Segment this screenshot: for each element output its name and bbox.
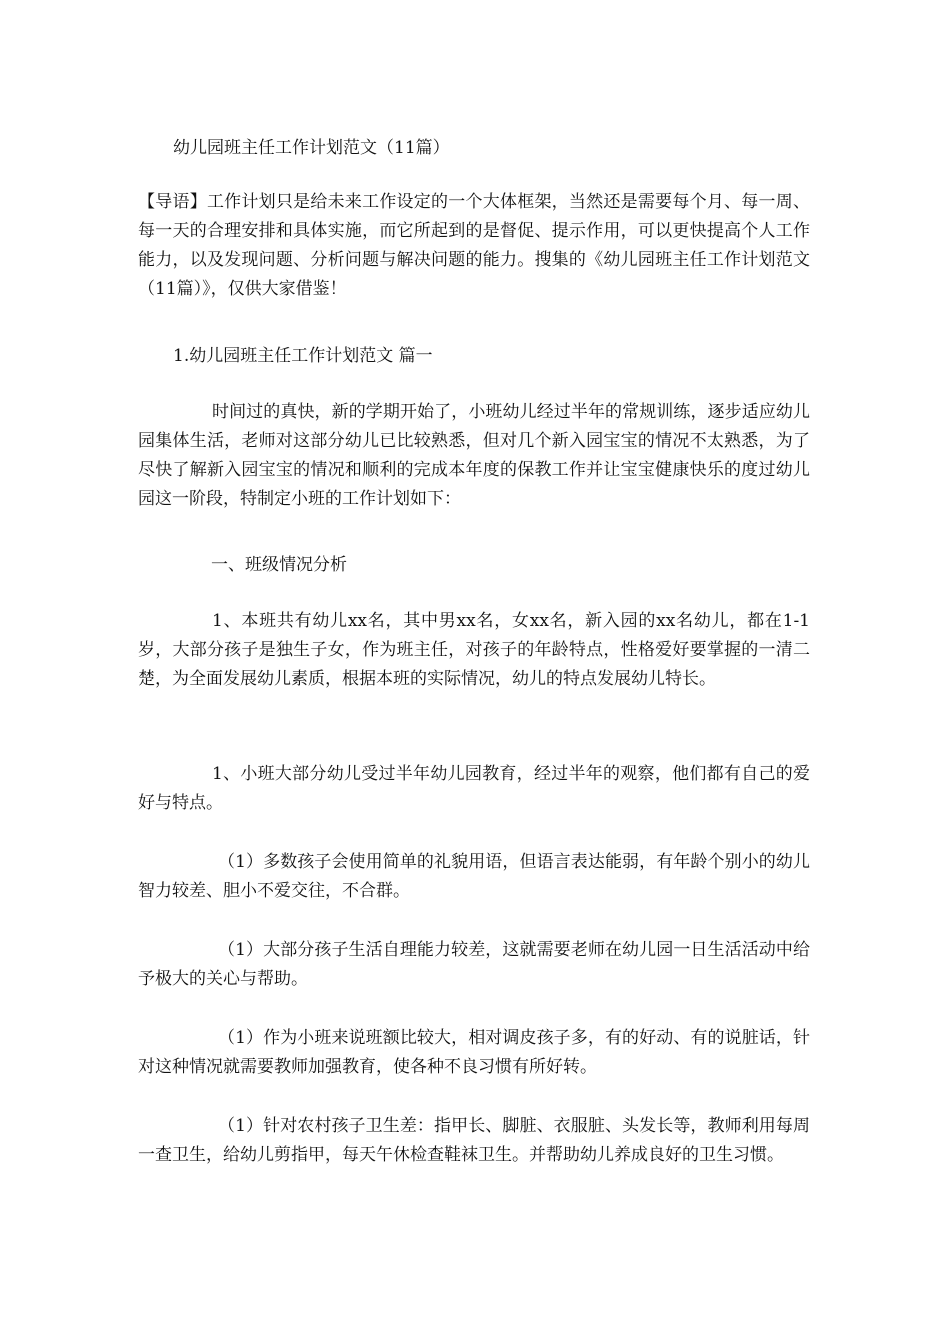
body-paragraph: 1、本班共有幼儿xx名，其中男xx名，女xx名，新入园的xx名幼儿，都在1-1岁，大部分孩子是独生子女，作为班主任，对孩子的年龄特点，性格爱好要掌握的一清二楚，为全面发展幼儿素质，根据本班的实际情况，幼儿的特点发展幼儿特长。: [138, 611, 810, 689]
section-heading: 1.幼儿园班主任工作计划范文 篇一: [173, 346, 433, 366]
body-paragraph: 1、小班大部分幼儿受过半年幼儿园教育，经过半年的观察，他们都有自己的爱好与特点。: [138, 764, 810, 813]
body-paragraph: 时间过的真快，新的学期开始了，小班幼儿经过半年的常规训练，逐步适应幼儿园集体生活，老师对这部分幼儿已比较熟悉，但对几个新入园宝宝的情况不太熟悉，为了尽快了解新入园宝宝的情况和顺利的完成本年度的保教工作并让宝宝健康快乐的度过幼儿园这一阶段，特制定小班的工作计划如下：: [138, 402, 810, 509]
body-paragraph: （1）作为小班来说班额比较大，相对调皮孩子多，有的好动、有的说脏话，针对这种情况就需要教师加强教育，使各种不良习惯有所好转。: [138, 1028, 810, 1077]
subsection-heading: 一、班级情况分析: [211, 555, 347, 575]
body-paragraph: （1）多数孩子会使用简单的礼貌用语，但语言表达能弱，有年龄个别小的幼儿智力较差、胆小不爱交往，不合群。: [138, 852, 810, 901]
document-title: 幼儿园班主任工作计划范文（11篇）: [173, 138, 450, 158]
body-paragraph: （1）针对农村孩子卫生差：指甲长、脚脏、衣服脏、头发长等，教师利用每周一查卫生，给幼儿剪指甲，每天午休检查鞋袜卫生。并帮助幼儿养成良好的卫生习惯。: [138, 1116, 810, 1165]
intro-paragraph: 【导语】工作计划只是给未来工作设定的一个大体框架，当然还是需要每个月、每一周、每一天的合理安排和具体实施，而它所起到的是督促、提示作用，可以更快提高个人工作能力，以及发现问题、分析问题与解决问题的能力。搜集的《幼儿园班主任工作计划范文（11篇）》，仅供大家借鉴！: [138, 192, 810, 299]
body-paragraph: （1）大部分孩子生活自理能力较差，这就需要老师在幼儿园一日生活活动中给予极大的关心与帮助。: [138, 940, 810, 989]
